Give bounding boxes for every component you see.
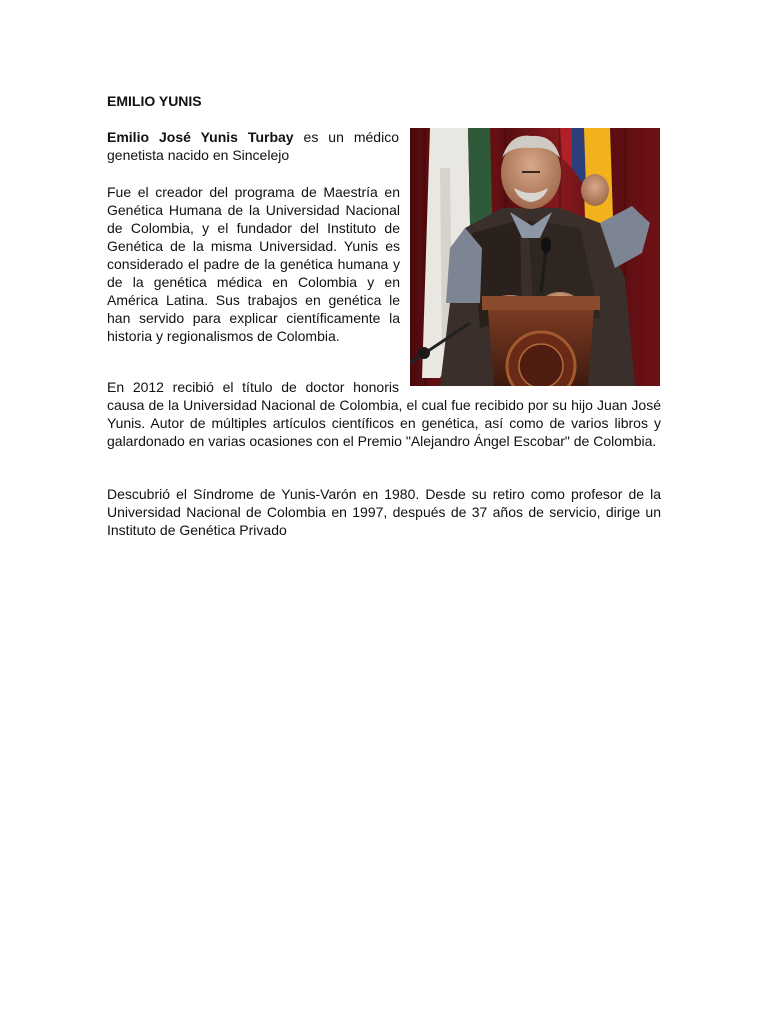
- discovery-paragraph: Descubrió el Síndrome de Yunis-Varón en 1980. Desde su retiro como profesor de la Universidad Nacional de Colombia en 1997, después de 37 años de servicio, dirige un Instituto de Genética Privado: [107, 486, 661, 538]
- honors-text: En 2012 recibió el título de doctor honoris causa de la Universidad Nacional de Colombia, el cual fue recibido por su hijo Juan José Yunis. Autor de múltiples artículos científicos en genética, así como de varios libros y galardonado en varias ocasiones con el Premio "Alejandro Ángel Escobar" de Colombia.: [107, 379, 661, 449]
- speaker-photo: [410, 128, 660, 386]
- honors-paragraph: [107, 378, 661, 450]
- person-name: Emilio José Yunis Turbay: [107, 129, 294, 145]
- intro-text: es un médico genetista nacido en Sincelejo: [107, 129, 399, 163]
- career-paragraph: Fue el creador del programa de Maestría en Genética Humana de la Universidad Nacional de Colombia, y el fundador del Instituto de Genética de la misma Universidad. Yunis es considerado el padre de la genética humana y de la genética médica en Colombia y en América Latina. Sus trabajos en genética le han servido para explicar científicamente la historia y regionalismos de Colombia.: [107, 184, 400, 344]
- document-title: EMILIO YUNIS: [107, 93, 202, 109]
